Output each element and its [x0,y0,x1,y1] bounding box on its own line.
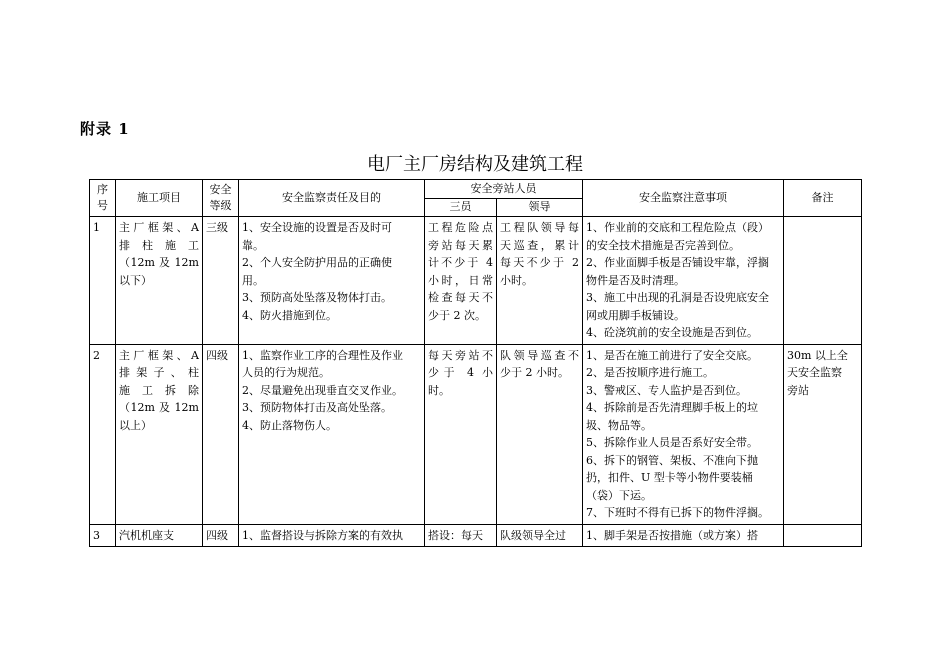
cell-line: 1、是否在施工前进行了安全交底。 [586,348,758,362]
cell-line: 2、个人安全防护用品的正确使 [242,256,392,269]
cell-line: 队领导巡查不 [500,348,579,362]
cell-notes [583,217,784,345]
cell-line: 天巡查，累计 [500,238,579,252]
header-station-group: 安全旁站人员 [425,180,583,199]
cell-remark [784,524,862,547]
cell-line: 2、尽量避免出现垂直交叉作业。 [242,383,403,397]
cell-line: 4、拆除前是否先清理脚手板上的垃 [586,401,758,414]
cell-line: 2、作业面脚手板是否铺设牢靠，浮搁 [586,256,769,269]
cell-line: 少于 2 小时。 [500,366,569,379]
cell-line: 每天不少于 2 [500,256,579,269]
header-notes: 安全监察注意事项 [583,180,784,217]
cell-remark [784,344,862,524]
cell-line: 旁站 [787,383,809,397]
header-staff: 三员 [425,198,497,217]
cell-line: 人员的行为规范。 [242,366,330,379]
cell-line: 以下） [119,273,152,287]
cell-line: 1、监察作业工序的合理性及作业 [242,348,403,362]
cell-line: 5、拆除作业人员是否系好安全带。 [586,436,758,449]
cell-line: 网或用脚手板铺设。 [586,308,685,322]
cell-line: 4、防止落物伤人。 [242,418,337,432]
cell-line: 1、安全设施的设置是否及时可 [242,221,392,234]
cell-line: 主厂框架、A [119,221,199,234]
cell-duty [239,217,425,345]
cell-line: 3、警戒区、专人监护是否到位。 [586,383,747,397]
cell-line: 7、下班时不得有已拆下的物件浮搁。 [586,506,769,519]
cell-line: 少于 2 次。 [428,308,486,322]
cell-level: 四级 [203,344,239,524]
cell-level: 四级 [203,524,239,547]
cell-line: 队级领导全过 [500,528,566,542]
cell-remark [784,217,862,345]
cell-leader [497,524,583,547]
cell-level: 三级 [203,217,239,345]
cell-line: 1、监督搭设与拆除方案的有效执 [242,528,403,542]
cell-duty [239,344,425,524]
table-row [90,524,862,547]
cell-line: 3、施工中出现的孔洞是否设兜底安全 [586,291,769,304]
cell-line: （12m 及 12m [119,401,199,414]
cell-notes [583,524,784,547]
table-row [90,217,862,345]
cell-line: 少于 4 小 [428,366,493,379]
cell-staff [425,524,497,547]
cell-line: 天安全监察 [787,366,842,379]
cell-line: 1、作业前的交底和工程危险点（段） [586,221,769,234]
cell-line: 每天旁站不 [428,348,493,362]
document-title: 电厂主厂房结构及建筑工程 [367,154,583,175]
cell-line: 排架子、柱 [119,366,199,379]
table-row [90,344,862,524]
cell-line: 扔，扣件、U 型卡等小物件要装桶 [586,471,753,484]
cell-line: 小时，日常 [428,273,493,287]
cell-no: 2 [90,344,116,524]
cell-line: 用。 [242,273,264,287]
cell-line: 4、砼浇筑前的安全设施是否到位。 [586,326,758,339]
cell-leader [497,344,583,524]
cell-project [116,344,203,524]
header-project: 施工项目 [116,180,203,217]
cell-line: （袋）下运。 [586,488,652,502]
cell-line: 30m 以上全 [787,348,848,362]
cell-leader [497,217,583,345]
cell-line: 工程队领导每 [500,221,579,234]
cell-line: 2、是否按顺序进行施工。 [586,366,714,379]
cell-line: 搭设：每天 [428,528,483,542]
cell-line: 主厂框架、A [119,348,199,362]
header-leader: 领导 [497,198,583,217]
header-remark: 备注 [784,180,862,217]
cell-line: 6、拆下的钢管、架板、不准向下抛 [586,453,758,467]
cell-line: 旁站每天累 [428,238,493,252]
cell-staff [425,217,497,345]
cell-line: 物件是否及时清理。 [586,273,685,287]
cell-line: 3、预防物体打击及高处坠落。 [242,401,392,414]
cell-line: 时。 [428,383,450,397]
cell-line: 施工拆除 [119,383,199,397]
cell-line: 的安全技术措施是否完善到位。 [586,238,740,252]
header-level: 安全等级 [203,180,239,217]
cell-line: 3、预防高处坠落及物体打击。 [242,291,392,304]
header-duty: 安全监察责任及目的 [239,180,425,217]
cell-staff [425,344,497,524]
cell-line: 靠。 [242,238,264,252]
cell-line: 4、防火措施到位。 [242,308,337,322]
cell-no: 1 [90,217,116,345]
cell-line: 汽机机座支 [119,528,174,542]
cell-notes [583,344,784,524]
cell-line: 工程危险点 [428,221,493,234]
supervision-table [89,179,862,547]
cell-line: 以上） [119,418,152,432]
cell-line: （12m 及 12m [119,256,199,269]
cell-project [116,524,203,547]
cell-line: 小时。 [500,273,533,287]
cell-no: 3 [90,524,116,547]
cell-project [116,217,203,345]
header-row-1 [90,180,862,199]
cell-line: 检查每天不 [428,291,493,304]
appendix-label: 附录 1 [80,120,130,138]
cell-duty [239,524,425,547]
cell-line: 计不少于 4 [428,256,493,269]
cell-line: 1、脚手架是否按措施（或方案）搭 [586,528,758,542]
cell-line: 排柱施工 [119,238,199,252]
cell-line: 圾、物品等。 [586,418,652,432]
header-no: 序号 [90,180,116,217]
